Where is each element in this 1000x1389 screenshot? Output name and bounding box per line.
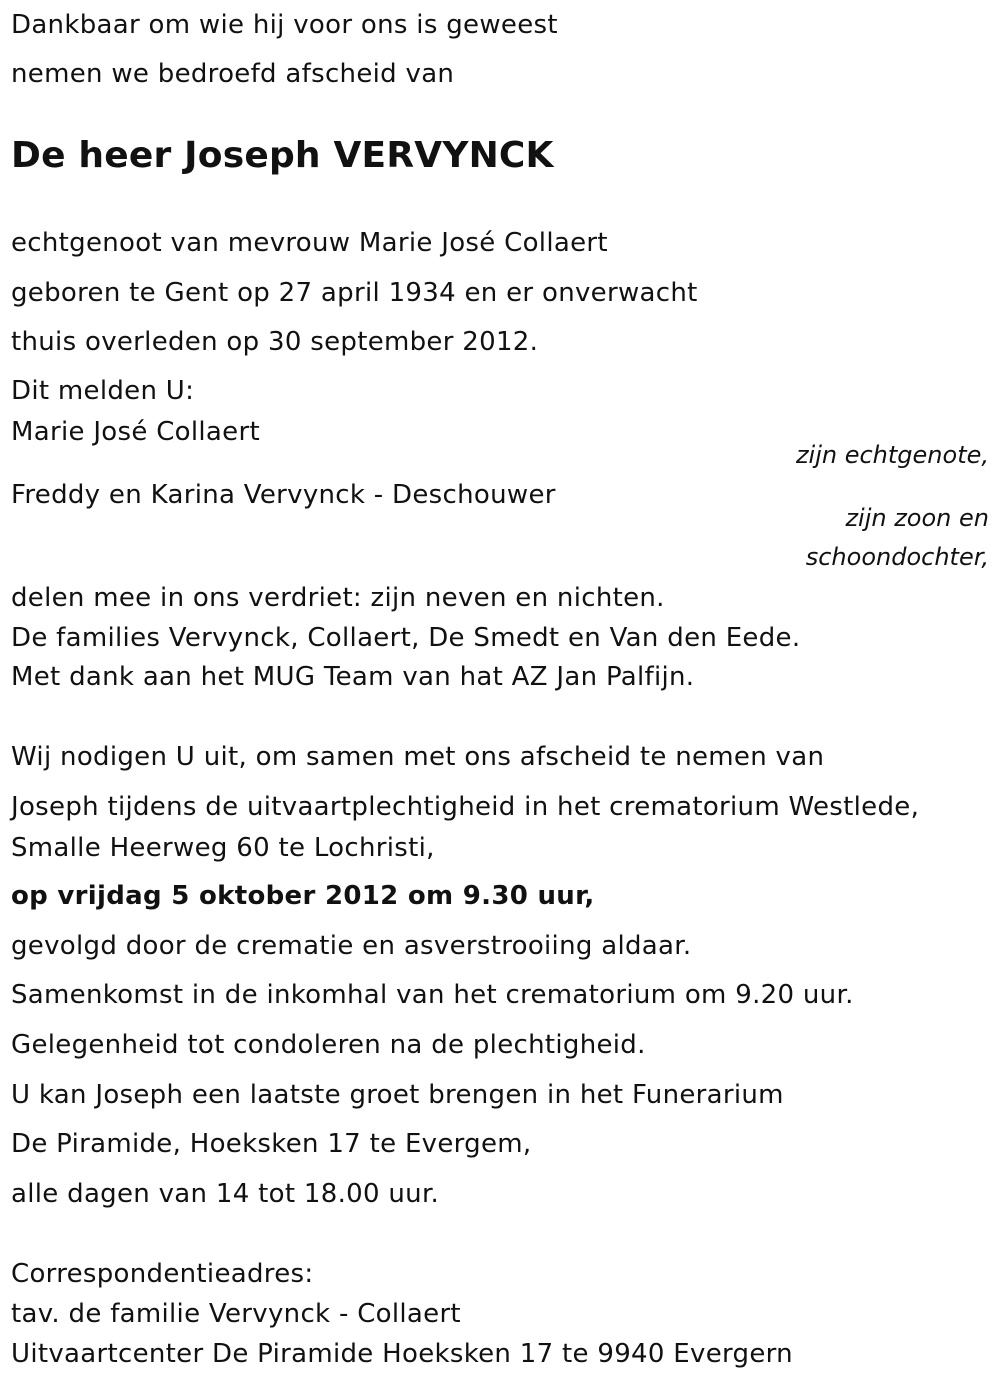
announcer-1-relation: zijn echtgenote, <box>795 441 989 469</box>
ceremony-line-6: Samenkomst in de inkomhal van het crematorium om 9.20 uur. <box>11 980 854 1010</box>
family-line-3: Met dank aan het MUG Team van hat AZ Jan Palfijn. <box>11 662 695 692</box>
deceased-name: De heer Joseph VERVYNCK <box>11 135 554 176</box>
correspondence-heading: Correspondentieadres: <box>11 1259 314 1289</box>
correspondence-line-1: tav. de familie Vervynck - Collaert <box>11 1299 461 1329</box>
family-line-1: delen mee in ons verdriet: zijn neven en nichten. <box>11 583 665 613</box>
announcer-1-name: Marie José Collaert <box>11 417 260 447</box>
announcer-2-relation-line-2: schoondochter, <box>805 543 989 571</box>
intro-line-1: Dankbaar om wie hij voor ons is geweest <box>11 10 558 40</box>
ceremony-line-8: U kan Joseph een laatste groet brengen in het Funerarium <box>11 1080 784 1110</box>
bio-line-2: geboren te Gent op 27 april 1934 en er onverwacht <box>11 278 698 308</box>
ceremony-line-3: Smalle Heerweg 60 te Lochristi, <box>11 833 435 863</box>
announcers-heading: Dit melden U: <box>11 376 195 406</box>
ceremony-line-7: Gelegenheid tot condoleren na de plechtigheid. <box>11 1030 646 1060</box>
ceremony-line-10: alle dagen van 14 tot 18.00 uur. <box>11 1179 440 1209</box>
ceremony-line-1: Wij nodigen U uit, om samen met ons afscheid te nemen van <box>11 742 825 772</box>
ceremony-line-5: gevolgd door de crematie en asverstrooiing aldaar. <box>11 931 692 961</box>
bio-line-3: thuis overleden op 30 september 2012. <box>11 327 539 357</box>
family-line-2: De families Vervynck, Collaert, De Smedt en Van den Eede. <box>11 623 801 653</box>
ceremony-date-line: op vrijdag 5 oktober 2012 om 9.30 uur, <box>11 881 595 911</box>
ceremony-line-9: De Piramide, Hoeksken 17 te Evergem, <box>11 1129 532 1159</box>
ceremony-line-2: Joseph tijdens de uitvaartplechtigheid in het crematorium Westlede, <box>11 792 920 822</box>
bio-line-1: echtgenoot van mevrouw Marie José Collaert <box>11 228 608 258</box>
announcer-2-relation-line-1: zijn zoon en <box>845 504 989 532</box>
announcer-2-name: Freddy en Karina Vervynck - Deschouwer <box>11 480 556 510</box>
correspondence-line-2: Uitvaartcenter De Piramide Hoeksken 17 te 9940 Evergern <box>11 1339 793 1369</box>
intro-line-2: nemen we bedroefd afscheid van <box>11 59 455 89</box>
